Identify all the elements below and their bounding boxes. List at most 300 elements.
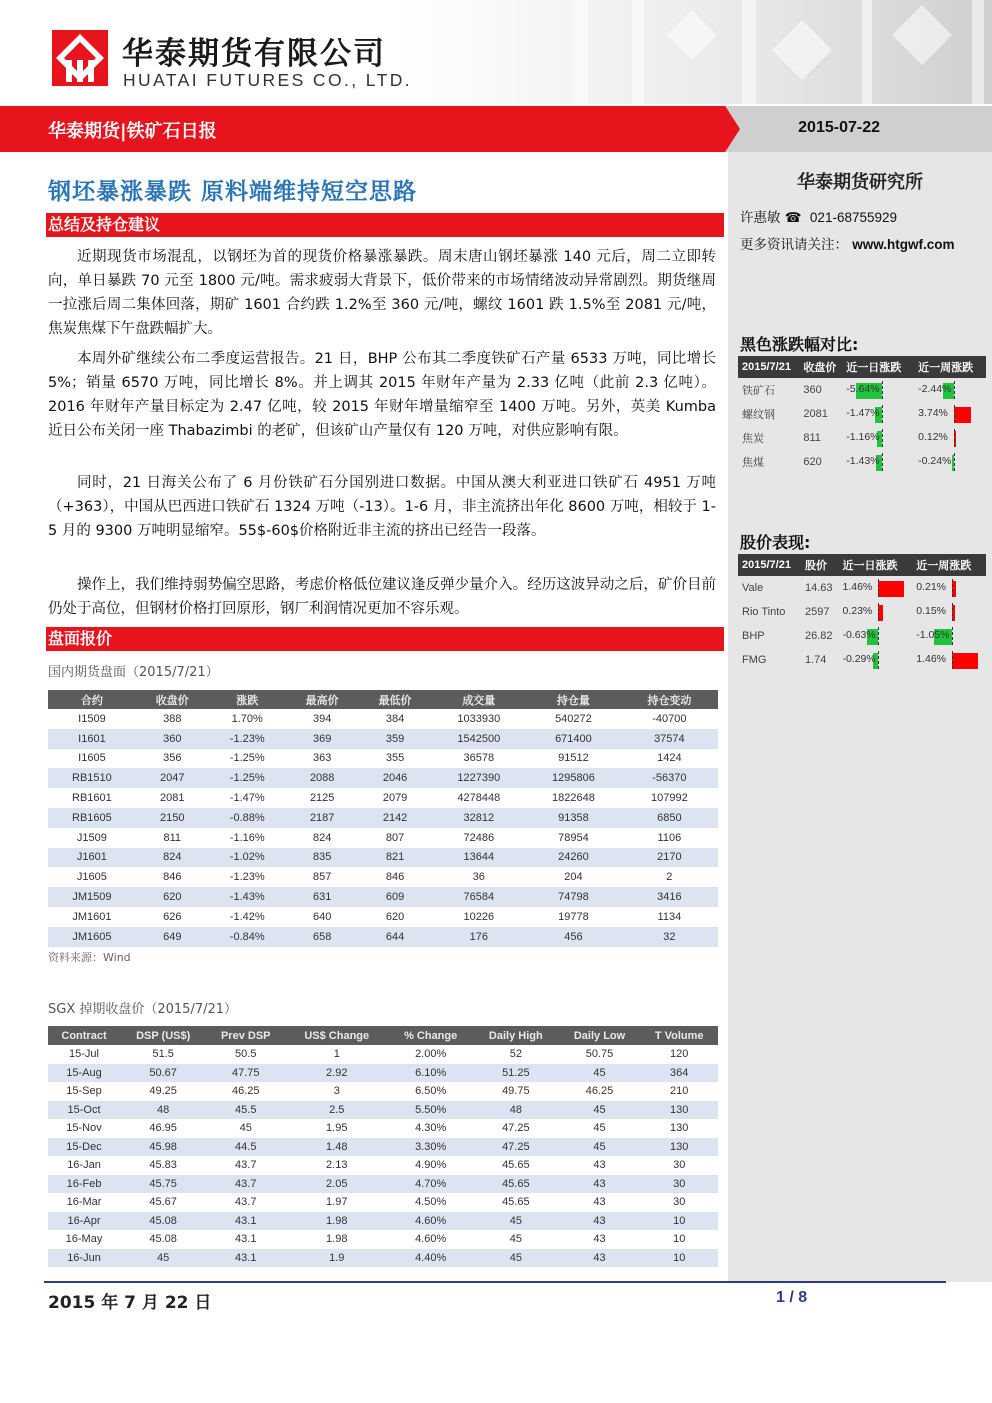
sgx-cell: 45.65 (473, 1175, 559, 1194)
domestic-row (48, 867, 718, 887)
sgx-cell: 30 (640, 1175, 718, 1194)
sgx-header-cell: Contract (48, 1026, 120, 1045)
domestic-cell: 176 (432, 927, 527, 947)
sgx-cell: 51.25 (473, 1064, 559, 1083)
domestic-row (48, 808, 718, 828)
domestic-cell: 2047 (136, 768, 209, 788)
change-value: -1.43% (846, 455, 880, 467)
sgx-cell: 1.98 (326, 1233, 348, 1246)
sgx-cell: 5.50% (388, 1101, 473, 1120)
sgx-cell: 1.98 (285, 1212, 388, 1231)
sgx-cell: 120 (670, 1048, 689, 1061)
domestic-cell: -1.23% (209, 729, 286, 749)
change-bar (842, 651, 900, 669)
domestic-cell: 1106 (657, 831, 682, 844)
sgx-cell: 43 (593, 1159, 606, 1172)
sgx-row (48, 1212, 718, 1231)
stock-perf-name: Rio Tinto (742, 606, 786, 618)
sgx-row (48, 1156, 718, 1175)
sgx-cell: 45 (559, 1101, 641, 1120)
sgx-cell: 49.75 (502, 1085, 530, 1098)
sgx-cell: 4.60% (388, 1212, 473, 1231)
change-value: -0.24% (918, 455, 952, 467)
sgx-row (48, 1175, 718, 1194)
change-bar (842, 603, 900, 621)
sgx-cell: 4.30% (415, 1122, 447, 1135)
sgx-cell: 51.5 (152, 1048, 174, 1061)
domestic-row (48, 729, 718, 749)
domestic-cell: RB1601 (72, 792, 112, 805)
analyst-contact (740, 206, 897, 226)
sgx-cell: 16-Apr (48, 1212, 120, 1231)
domestic-cell: RB1510 (48, 768, 136, 788)
domestic-cell: 91512 (558, 752, 589, 765)
domestic-cell: 2079 (382, 792, 408, 805)
sgx-cell: 30 (673, 1159, 686, 1172)
paragraph-3: 同时，21 日海关公布了 6 月份铁矿石分国别进口数据。中国从澳大利亚进口铁矿石 4951 万吨（+363），中国从巴西进口铁矿石 1324 万吨（-13）。1-6 月，非主流挤出年化 8600 万吨，相较于 1-5 月的 9300 万吨明显缩窄。55$-60$价格附近非主流的挤出已经告一段落。 (48, 475, 716, 539)
black-compare-header-cell: 近一日涨跌 (842, 356, 914, 378)
change-bar-axis (878, 603, 879, 621)
sgx-cell: 45 (559, 1138, 641, 1157)
change-bar (918, 381, 976, 399)
change-bar-axis (952, 627, 953, 645)
domestic-cell: 1.70% (231, 712, 263, 725)
change-bar-axis (952, 603, 953, 621)
domestic-cell: 2088 (286, 768, 359, 788)
sgx-cell: 47.75 (206, 1064, 285, 1083)
sgx-cell: 1.48 (285, 1138, 388, 1157)
domestic-cell: 36 (472, 871, 485, 884)
domestic-cell: 13644 (432, 848, 527, 868)
change-value: 3.74% (918, 407, 948, 419)
domestic-cell: 355 (385, 752, 405, 765)
sgx-cell: 16-Jun (48, 1249, 120, 1268)
domestic-cell: 76584 (432, 887, 527, 907)
domestic-cell: -1.02% (209, 848, 286, 868)
sgx-header-cell: Prev DSP (206, 1026, 285, 1045)
change-bar-cell (838, 576, 912, 600)
sgx-cell: 45 (473, 1249, 559, 1268)
domestic-cell: 91358 (526, 808, 621, 828)
sgx-cell: 45 (120, 1249, 206, 1268)
domestic-cell: -0.84% (209, 927, 286, 947)
sgx-cell: 46.95 (149, 1122, 177, 1135)
sgx-row (48, 1045, 718, 1064)
sgx-cell: 2.00% (415, 1048, 447, 1061)
sgx-cell: 46.25 (231, 1085, 260, 1098)
sgx-cell: 46.25 (585, 1085, 614, 1098)
change-bar-axis (954, 405, 955, 423)
domestic-cell: 1134 (657, 910, 682, 923)
domestic-header-cell: 持仓量 (526, 690, 621, 709)
sgx-cell: 45 (473, 1212, 559, 1231)
black-compare-close: 2081 (803, 408, 828, 420)
domestic-header-cell: 持仓变动 (621, 690, 718, 709)
domestic-cell: 78954 (558, 831, 589, 844)
sgx-cell: 45.5 (206, 1101, 285, 1120)
black-compare-header-cell: 收盘价 (799, 356, 842, 378)
domestic-cell: JM1601 (72, 910, 112, 923)
sgx-cell: 43 (593, 1233, 606, 1246)
sgx-cell: 1.9 (285, 1249, 388, 1268)
domestic-cell: 620 (136, 887, 209, 907)
domestic-cell: 394 (313, 712, 332, 725)
sgx-swap-table (48, 1026, 718, 1267)
sgx-cell: 43.7 (206, 1175, 285, 1194)
domestic-row (48, 927, 718, 947)
sgx-cell: 3 (333, 1085, 340, 1098)
domestic-cell: 10226 (463, 910, 495, 923)
domestic-cell: J1605 (76, 871, 107, 884)
black-compare-table (738, 356, 986, 474)
domestic-cell: JM1509 (48, 887, 136, 907)
article-title: 钢坯暴涨暴跌 原料端维持短空思路 (48, 179, 418, 205)
change-bar-cell (912, 648, 986, 672)
stock-perf-row (738, 600, 986, 624)
domestic-header-cell: 收盘价 (136, 690, 209, 709)
change-bar-cell (912, 624, 986, 648)
black-compare-header-cell: 2015/7/21 (738, 356, 799, 378)
paragraph-1: 近期现货市场混乱，以钢坯为首的现货价格暴涨暴跌。周末唐山钢坯暴涨 140 元后，周二立即转向，单日暴跌 70 元至 1800 元/吨。需求疲弱大背景下，低价带来的市场情绪波动异常剧烈。期货继周一拉涨后周二集体回落，期矿 1601 合约跌 1.2%至 360 元/吨，螺纹 1601 跌 1.5%至 2081 元/吨，焦炭焦煤下午盘跌幅扩大。 (48, 249, 716, 337)
sgx-cell: 45.67 (149, 1196, 177, 1209)
sgx-cell: 10 (673, 1233, 686, 1246)
page-number: 1 / 8 (776, 1289, 808, 1306)
domestic-cell: 388 (163, 712, 182, 725)
domestic-cell: 807 (385, 831, 405, 844)
domestic-cell: 2 (666, 871, 673, 884)
domestic-table-caption: 国内期货盘面（2015/7/21） (48, 665, 219, 680)
change-bar-axis (954, 453, 955, 471)
domestic-cell: 2170 (621, 848, 718, 868)
domestic-cell: 1542500 (432, 729, 527, 749)
sgx-header-cell: % Change (388, 1026, 473, 1045)
change-value: -1.16% (846, 431, 880, 443)
sgx-cell: 43.1 (206, 1212, 285, 1231)
domestic-row (48, 907, 718, 927)
domestic-cell: 359 (359, 729, 432, 749)
more-info-label: 更多资讯请关注： (740, 237, 848, 253)
report-banner (0, 106, 992, 152)
domestic-cell: 846 (163, 871, 182, 884)
domestic-cell: 824 (136, 848, 209, 868)
sgx-cell: 4.60% (415, 1233, 447, 1246)
domestic-row (48, 788, 718, 808)
change-bar-cell (914, 402, 986, 426)
change-bar (918, 453, 976, 471)
change-value: 0.23% (842, 605, 873, 617)
stock-perf-table (738, 554, 986, 672)
stock-perf-name: BHP (742, 630, 765, 642)
stock-perf-header-cell: 近一日涨跌 (838, 554, 912, 576)
analyst-phone: 021-68755929 (809, 210, 898, 225)
domestic-cell: I1509 (78, 712, 106, 725)
stock-perf-header-cell: 股价 (801, 554, 839, 576)
sgx-cell: 43 (559, 1212, 641, 1231)
domestic-row (48, 768, 718, 788)
sgx-cell: 45 (239, 1122, 252, 1135)
sgx-cell: 45 (509, 1233, 522, 1246)
sidebar (728, 152, 992, 1282)
domestic-cell: 24260 (526, 848, 621, 868)
sgx-header-cell: US$ Change (285, 1026, 388, 1045)
domestic-cell: 4278448 (457, 792, 501, 805)
change-bar-cell (914, 450, 986, 474)
domestic-cell: 3416 (621, 887, 718, 907)
footer-divider (44, 1281, 946, 1283)
sgx-cell: 43.7 (235, 1196, 257, 1209)
sgx-row (48, 1230, 718, 1249)
change-bar (916, 627, 974, 645)
sgx-row (48, 1082, 718, 1101)
change-bar-axis (954, 381, 955, 399)
domestic-cell: 609 (359, 887, 432, 907)
change-bar-cell (912, 576, 986, 600)
change-bar-cell (838, 600, 912, 624)
domestic-cell: 1227390 (432, 768, 527, 788)
domestic-cell: RB1605 (48, 808, 136, 828)
sgx-cell: 16-Feb (48, 1175, 120, 1194)
domestic-cell: 2150 (136, 808, 209, 828)
sgx-cell: 2.5 (285, 1101, 388, 1120)
sgx-cell: 15-Oct (48, 1101, 120, 1120)
black-compare-row (738, 426, 986, 450)
black-compare-title: 黑色涨跌幅对比: (740, 335, 859, 354)
stock-perf-close: 1.74 (804, 654, 827, 666)
domestic-cell: 640 (313, 910, 332, 923)
black-compare-name: 焦煤 (742, 457, 764, 469)
more-info (740, 233, 955, 253)
change-bar (918, 429, 976, 447)
domestic-cell: J1601 (48, 848, 136, 868)
change-value: -1.05% (916, 629, 950, 641)
domestic-cell: I1601 (48, 729, 136, 749)
domestic-row (48, 848, 718, 868)
sgx-header-cell: DSP (US$) (120, 1026, 206, 1045)
stock-perf-header-cell: 2015/7/21 (738, 554, 801, 576)
black-compare-name: 铁矿石 (742, 385, 775, 397)
stock-perf-row (738, 576, 986, 600)
sgx-cell: 15-Dec (48, 1138, 120, 1157)
domestic-cell: 846 (385, 871, 405, 884)
data-source: 资料来源：Wind (48, 951, 131, 964)
domestic-cell: 456 (526, 927, 621, 947)
change-bar-axis (878, 651, 879, 669)
domestic-header-cell: 涨跌 (209, 690, 286, 709)
domestic-cell: I1605 (78, 752, 106, 765)
sgx-cell: 2.05 (285, 1175, 388, 1194)
change-bar (916, 603, 974, 621)
domestic-cell: 644 (359, 927, 432, 947)
black-compare-row (738, 450, 986, 474)
sgx-cell: 2.13 (326, 1159, 348, 1172)
change-bar-up (954, 407, 971, 423)
sgx-cell: 43 (559, 1249, 641, 1268)
domestic-cell: 824 (313, 831, 332, 844)
sgx-cell: 45.98 (120, 1138, 206, 1157)
domestic-cell: 649 (136, 927, 209, 947)
sgx-cell: 50.67 (120, 1064, 206, 1083)
domestic-cell: 19778 (558, 910, 589, 923)
change-bar (918, 405, 976, 423)
huatai-logo-icon (52, 30, 108, 86)
sgx-cell: 1.97 (326, 1196, 348, 1209)
sgx-cell: 48 (473, 1101, 559, 1120)
domestic-cell: -1.25% (209, 768, 286, 788)
section-summary-header: 总结及持仓建议 (46, 213, 724, 237)
change-bar-cell (838, 624, 912, 648)
sgx-cell: 1 (333, 1048, 340, 1061)
domestic-cell: 835 (286, 848, 359, 868)
page-header (0, 0, 992, 104)
domestic-cell: 32812 (432, 808, 527, 828)
sgx-row (48, 1193, 718, 1212)
header-decoration (552, 0, 992, 104)
sgx-header-cell: Daily High (473, 1026, 559, 1045)
change-value: -0.63% (842, 629, 876, 641)
black-compare-name: 焦炭 (742, 433, 764, 445)
sgx-cell: 210 (670, 1085, 689, 1098)
sgx-cell: 16-Mar (66, 1196, 102, 1209)
sgx-cell: 44.5 (206, 1138, 285, 1157)
phone-icon: ☎ (784, 210, 802, 226)
stock-perf-row (738, 624, 986, 648)
sgx-cell: 50.5 (235, 1048, 257, 1061)
black-compare-header-cell: 近一周涨跌 (914, 356, 986, 378)
change-bar (916, 651, 974, 669)
domestic-cell: 204 (564, 871, 583, 884)
sgx-cell: 43 (559, 1175, 641, 1194)
black-compare-close: 620 (803, 456, 822, 468)
domestic-cell: 1033930 (457, 712, 501, 725)
domestic-cell: 2142 (359, 808, 432, 828)
sgx-cell: 45.65 (502, 1196, 530, 1209)
change-bar (846, 429, 904, 447)
domestic-cell: 107992 (651, 792, 688, 805)
domestic-cell: 2081 (160, 792, 185, 805)
change-bar-axis (882, 429, 883, 447)
change-value: 0.21% (916, 581, 946, 593)
stock-perf-close: 14.63 (804, 582, 833, 594)
domestic-cell: 821 (359, 848, 432, 868)
domestic-cell: JM1605 (48, 927, 136, 947)
domestic-cell: 384 (385, 712, 405, 725)
domestic-cell: 811 (163, 831, 182, 844)
change-bar-axis (952, 579, 953, 597)
domestic-cell: 369 (286, 729, 359, 749)
sgx-row (48, 1249, 718, 1268)
website-link[interactable]: www.htgwf.com (852, 237, 955, 252)
brand-name-en: HUATAI FUTURES CO., LTD. (123, 70, 412, 90)
paragraph-4: 操作上，我们维持弱势偏空思路，考虑价格低位建议逢反弹少量介入。经历这波异动之后，矿价目前仍处于高位，但钢材价格打回原形，钢厂利润情况更加不容乐观。 (48, 577, 716, 617)
change-bar-cell (842, 402, 914, 426)
domestic-cell: 363 (313, 752, 332, 765)
sgx-cell: 15-Aug (48, 1064, 120, 1083)
domestic-cell: -1.16% (229, 831, 265, 844)
institute-name: 华泰期货研究所 (797, 172, 923, 193)
sgx-cell: 15-Nov (66, 1122, 102, 1135)
sgx-cell: 45.65 (502, 1159, 530, 1172)
domestic-header-cell: 合约 (48, 690, 136, 709)
domestic-cell: -1.23% (229, 871, 265, 884)
change-bar (846, 381, 904, 399)
domestic-row (48, 887, 718, 907)
change-bar-up (952, 653, 978, 669)
black-compare-row (738, 378, 986, 402)
sgx-cell: 45.75 (120, 1175, 206, 1194)
domestic-cell: -40700 (652, 712, 687, 725)
black-compare-row (738, 402, 986, 426)
change-bar-cell (914, 378, 986, 402)
domestic-cell: 360 (136, 729, 209, 749)
sgx-cell: 130 (640, 1138, 718, 1157)
stock-perf-header-cell: 近一周涨跌 (912, 554, 986, 576)
sgx-cell: 15-Jul (69, 1048, 99, 1061)
sgx-cell: 50.75 (585, 1048, 614, 1061)
stock-perf-title: 股价表现: (740, 533, 811, 552)
change-bar-cell (912, 600, 986, 624)
sgx-header-cell: T Volume (640, 1026, 718, 1045)
sgx-row (48, 1064, 718, 1083)
domestic-cell: 857 (313, 871, 332, 884)
domestic-cell: -1.25% (229, 752, 265, 765)
domestic-header-cell: 最低价 (359, 690, 432, 709)
domestic-cell: 620 (385, 910, 405, 923)
domestic-header-cell: 成交量 (432, 690, 527, 709)
sgx-cell: 4.90% (415, 1159, 447, 1172)
change-bar-axis (882, 405, 883, 423)
domestic-cell: 74798 (526, 887, 621, 907)
domestic-cell: 32 (621, 927, 718, 947)
sgx-cell: 3.30% (388, 1138, 473, 1157)
domestic-cell: -56370 (621, 768, 718, 788)
change-bar-cell (842, 378, 914, 402)
report-title: 华泰期货|铁矿石日报 (48, 121, 217, 142)
stock-perf-name: Vale (742, 582, 764, 594)
sgx-cell: 130 (670, 1122, 689, 1135)
change-bar-cell (838, 648, 912, 672)
change-bar-cell (842, 450, 914, 474)
sgx-cell: 43.7 (235, 1159, 257, 1172)
sgx-header-cell: Daily Low (559, 1026, 641, 1045)
footer-date: 2015 年 7 月 22 日 (48, 1293, 212, 1313)
sgx-row (48, 1101, 718, 1120)
domestic-cell: 1424 (657, 752, 682, 765)
black-compare-close: 811 (803, 432, 821, 444)
domestic-cell: 1822648 (552, 792, 595, 805)
section-quote-header: 盘面报价 (46, 627, 724, 651)
sgx-cell: 1.95 (326, 1122, 348, 1135)
change-bar (916, 579, 974, 597)
sgx-row (48, 1119, 718, 1138)
sgx-cell: 45.83 (149, 1159, 177, 1172)
analyst-name: 许惠敏 (740, 210, 781, 226)
domestic-futures-table (48, 690, 718, 947)
sgx-cell: 43 (593, 1196, 606, 1209)
domestic-cell: 37574 (621, 729, 718, 749)
stock-perf-row (738, 648, 986, 672)
sgx-cell: 52 (509, 1048, 522, 1061)
sgx-cell: 43.1 (206, 1249, 285, 1268)
domestic-row (48, 709, 718, 729)
change-value: -5.64% (846, 383, 880, 395)
domestic-cell: 6850 (621, 808, 718, 828)
change-bar (846, 405, 904, 423)
sgx-cell: 10 (640, 1212, 718, 1231)
domestic-header-cell: 最高价 (286, 690, 359, 709)
change-bar (842, 627, 900, 645)
sgx-row (48, 1138, 718, 1157)
sgx-cell: 45.08 (149, 1233, 177, 1246)
